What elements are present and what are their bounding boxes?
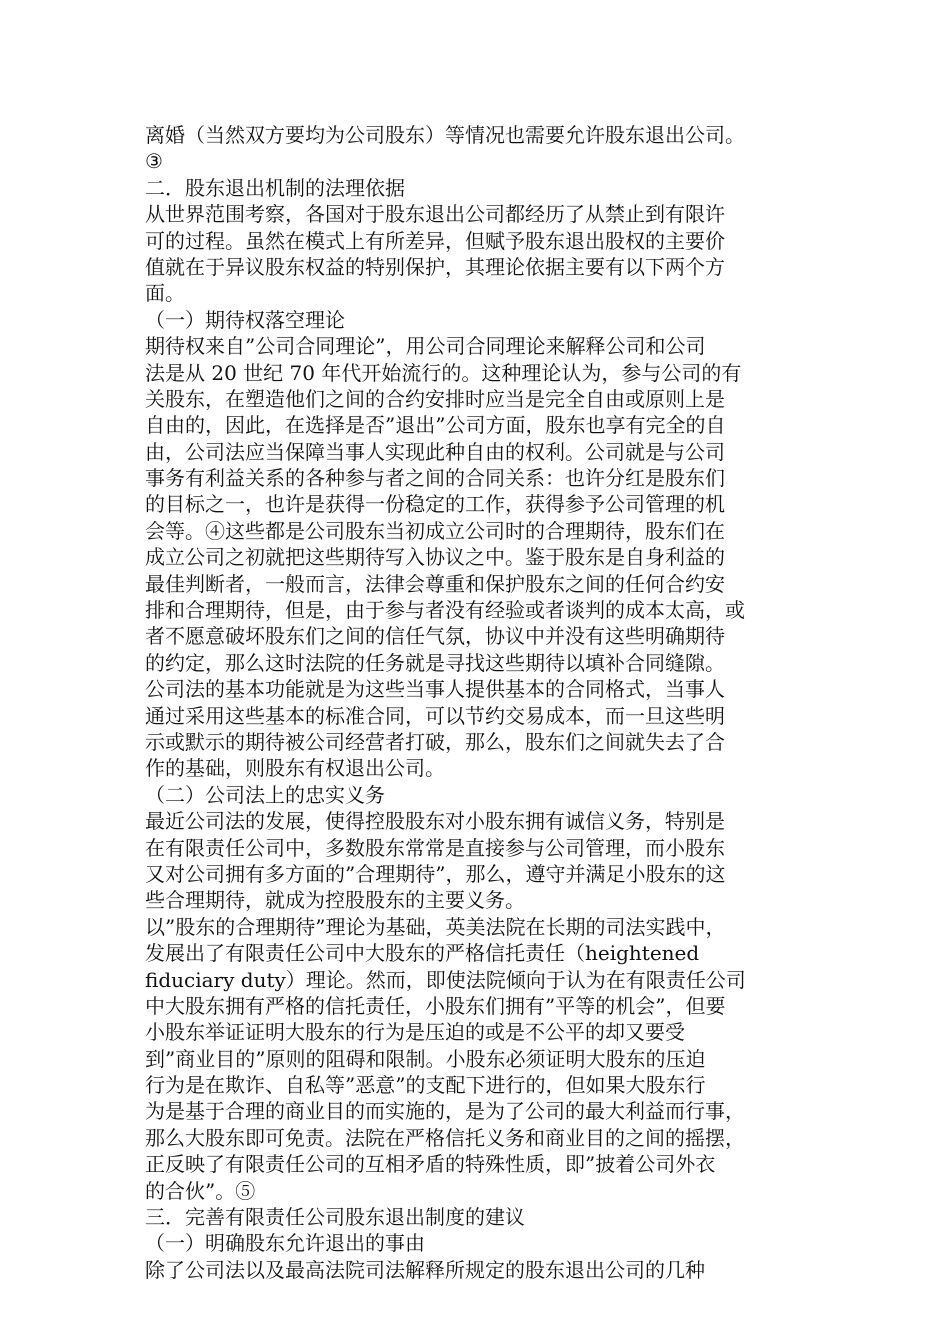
text-line: 最佳判断者，一般而言，法律会尊重和保护股东之间的任何合约安 [145, 571, 725, 596]
text-line: 面。 [145, 281, 185, 306]
text-line: 正反映了有限责任公司的互相矛盾的特殊性质，即”披着公司外衣 [145, 1152, 716, 1177]
text-line: 为是基于合理的商业目的而实施的，是为了公司的最大利益而行事， [145, 1099, 745, 1124]
text-line: 最近公司法的发展，使得控股股东对小股东拥有诚信义务，特别是 [145, 809, 725, 834]
text-line: 示或默示的期待被公司经营者打破，那么，股东们之间就失去了合 [145, 729, 725, 754]
text-line: 事务有利益关系的各种参与者之间的合同关系：也许分红是股东们 [145, 466, 725, 491]
text-line: 成立公司之初就把这些期待写入协议之中。鉴于股东是自身利益的 [145, 545, 725, 570]
text-line: 值就在于异议股东权益的特别保护，其理论依据主要有以下两个方 [145, 254, 725, 279]
text-line: 那么大股东即可免责。法院在严格信托义务和商业目的之间的摇摆， [145, 1125, 745, 1150]
text-line: 作的基础，则股东有权退出公司。 [145, 756, 445, 781]
text-line: fiduciary duty）理论。然而，即使法院倾向于认为在有限责任公司 [145, 967, 746, 992]
text-line: 中大股东拥有严格的信托责任，小股东们拥有”平等的机会”，但要 [145, 993, 726, 1018]
text-line: 的约定，那么这时法院的任务就是寻找这些期待以填补合同缝隙。 [145, 650, 725, 675]
text-line: 到”商业目的”原则的阻碍和限制。小股东必须证明大股东的压迫 [145, 1046, 706, 1071]
footnote-ref: ③ [145, 149, 163, 174]
text-line: 的合伙”。⑤ [145, 1178, 256, 1203]
text-line: 者不愿意破坏股东们之间的信任气氛，协议中并没有这些明确期待 [145, 624, 725, 649]
text-line: 排和合理期待，但是，由于参与者没有经验或者谈判的成本太高，或 [145, 598, 745, 623]
text-line: 法是从 20 世纪 70 年代开始流行的。这种理论认为，参与公司的有 [145, 360, 742, 385]
text-line: 公司法的基本功能就是为这些当事人提供基本的合同格式，当事人 [145, 677, 725, 702]
text-line: 行为是在欺诈、自私等”恶意”的支配下进行的，但如果大股东行 [145, 1073, 706, 1098]
text-line: 的目标之一，也许是获得一份稳定的工作，获得参予公司管理的机 [145, 492, 725, 517]
text-line: 期待权来自”公司合同理论”，用公司合同理论来解释公司和公司 [145, 334, 706, 359]
text-line: 关股东，在塑造他们之间的合约安排时应当是完全自由或原则上是 [145, 386, 725, 411]
text-line: 在有限责任公司中，多数股东常常是直接参与公司管理，而小股东 [145, 835, 725, 860]
subsection-heading: （一）明确股东允许退出的事由 [145, 1231, 425, 1256]
text-line: 又对公司拥有多方面的”合理期待”，那么，遵守并满足小股东的这 [145, 861, 726, 886]
text-line: 除了公司法以及最高法院司法解释所规定的股东退出公司的几种 [145, 1257, 705, 1282]
section-heading: 二．股东退出机制的法理依据 [145, 175, 405, 200]
section-heading: 三．完善有限责任公司股东退出制度的建议 [145, 1205, 525, 1230]
text-line: 通过采用这些基本的标准合同，可以节约交易成本，而一旦这些明 [145, 703, 725, 728]
text-line: 由，公司法应当保障当事人实现此种自由的权利。公司就是与公司 [145, 439, 725, 464]
subsection-heading: （二）公司法上的忠实义务 [145, 782, 385, 807]
text-line: 小股东举证证明大股东的行为是压迫的或是不公平的却又要受 [145, 1020, 685, 1045]
text-line: 自由的，因此，在选择是否”退出”公司方面，股东也享有完全的自 [145, 413, 726, 438]
text-line: 从世界范围考察，各国对于股东退出公司都经历了从禁止到有限许 [145, 202, 725, 227]
text-line: 离婚（当然双方要均为公司股东）等情况也需要允许股东退出公司。 [145, 123, 745, 147]
text-line: 可的过程。虽然在模式上有所差异，但赋予股东退出股权的主要价 [145, 228, 725, 253]
text-line: 以”股东的合理期待”理论为基础，英美法院在长期的司法实践中， [145, 914, 726, 939]
text-line: 发展出了有限责任公司中大股东的严格信托责任（heightened [145, 941, 700, 966]
document-page [145, 122, 805, 1283]
text-line: 些合理期待，就成为控股股东的主要义务。 [145, 888, 525, 913]
subsection-heading: （一）期待权落空理论 [145, 307, 345, 332]
text-line: 会等。④这些都是公司股东当初成立公司时的合理期待，股东们在 [145, 518, 725, 543]
